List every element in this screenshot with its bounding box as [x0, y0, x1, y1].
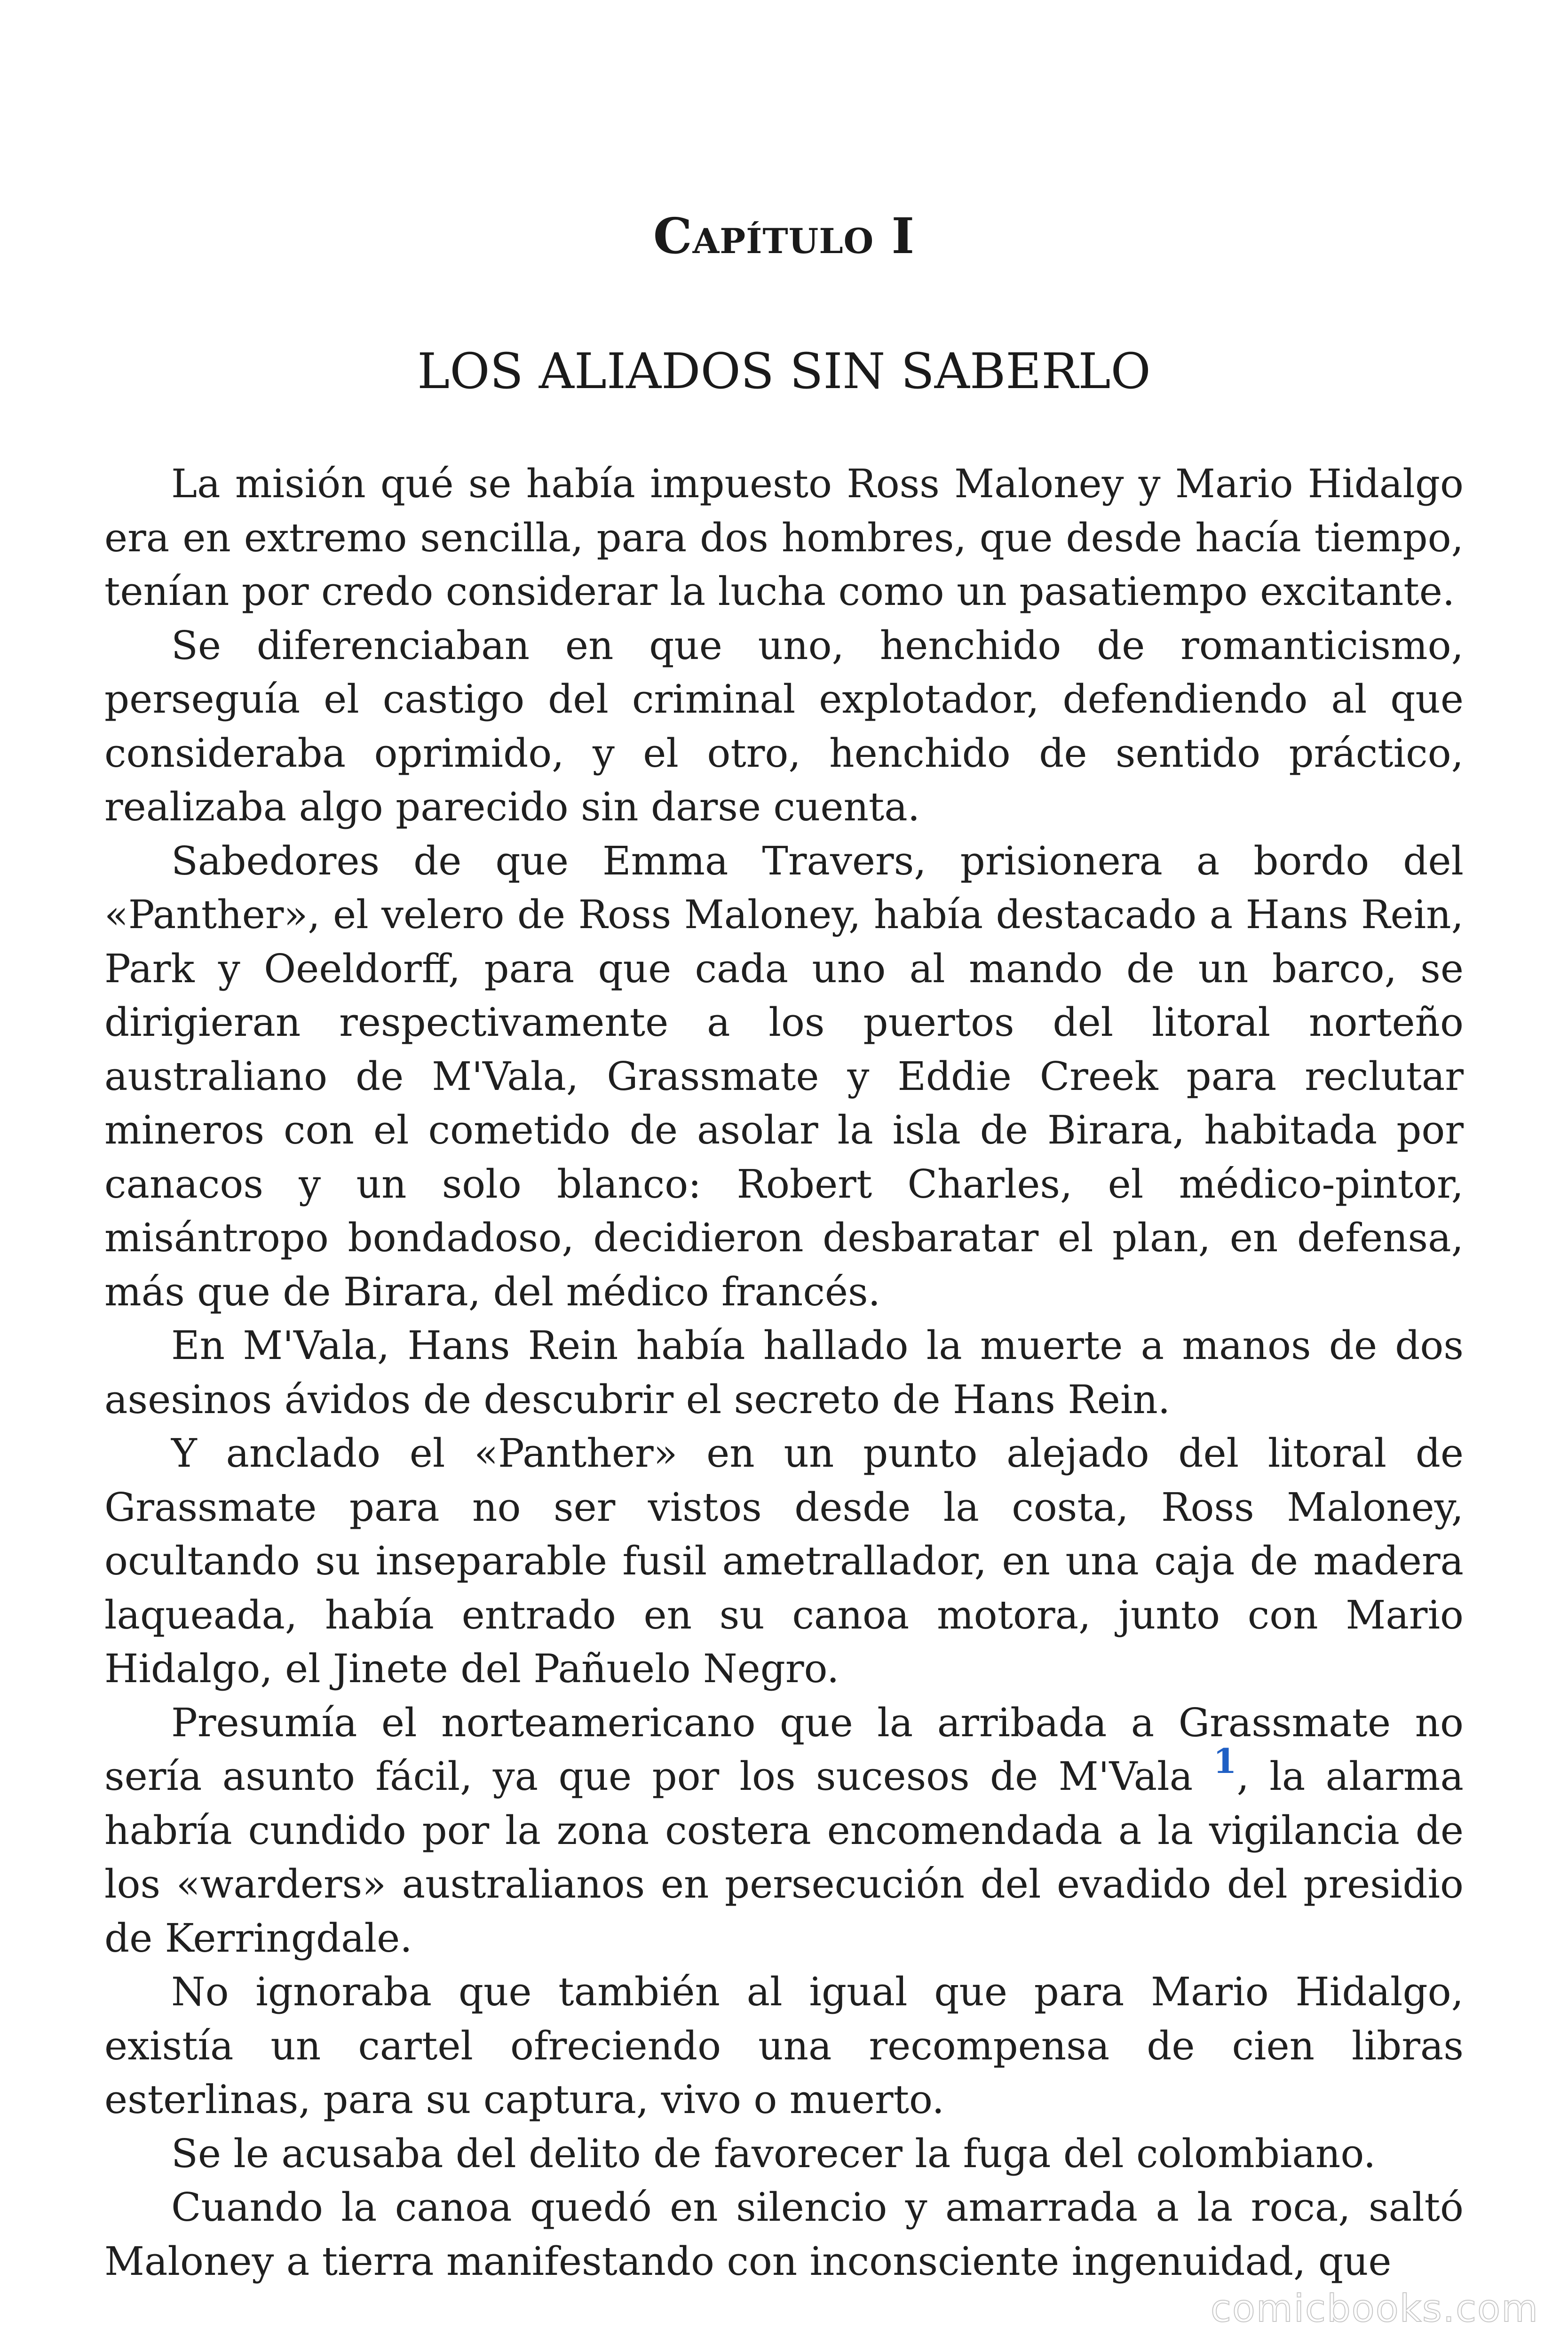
paragraph: La misión qué se había impuesto Ross Maloney y Mario Hidalgo era en extremo sencilla, para dos hombres, que desde hacía tiempo, tenían por credo considerar la lucha como un pasatiempo excitante.: [104, 461, 1464, 614]
paragraph: En M'Vala, Hans Rein había hallado la muerte a manos de dos asesinos ávidos de descubrir el secreto de Hans Rein.: [104, 1323, 1464, 1422]
paragraph: Se le acusaba del delito de favorecer la fuga del colombiano.: [171, 2130, 1376, 2177]
footnote-link[interactable]: 1: [1213, 1741, 1237, 1781]
paragraph: Se diferenciaban en que uno, henchido de romanticismo, perseguía el castigo del criminal explotador, defendiendo al que consideraba oprimido, y el otro, henchido de sentido práctico, realizaba algo parecido sin darse cuenta.: [104, 622, 1464, 830]
paragraph: No ignoraba que también al igual que para Mario Hidalgo, existía un cartel ofreciendo una recompensa de cien libras esterlinas, para su captura, vivo o muerto.: [104, 1969, 1464, 2122]
paragraph-text: , la alarma habría cundido por la zona costera encomendada a la vigilancia de los «warders» australianos en persecución del evadido del presidio de Kerringdale.: [104, 1754, 1464, 1961]
paragraph-text: Presumía el norteamericano que la arribada a Grassmate no sería asunto fácil, ya que por los sucesos de M'Vala: [104, 1700, 1464, 1799]
chapter-label: Capítulo I: [653, 207, 915, 265]
paragraph: Y anclado el «Panther» en un punto alejado del litoral de Grassmate para no ser vistos desde la costa, Ross Maloney, ocultando su inseparable fusil ametrallador, en una caja de madera laqueada, había entrado en su canoa motora, junto con Mario Hidalgo, el Jinete del Pañuelo Negro.: [104, 1430, 1464, 1692]
paragraph-with-footnote: [104, 1696, 1464, 1966]
watermark: comicbooks.com: [1210, 2287, 1539, 2330]
chapter-title: LOS ALIADOS SIN SABERLO: [417, 342, 1151, 400]
body-text: [104, 457, 1464, 2288]
paragraph: Sabedores de que Emma Travers, prisionera a bordo del «Panther», el velero de Ross Maloney, había destacado a Hans Rein, Park y Oeeldorff, para que cada uno al mando de un barco, se dirigieran respectivamente a los puertos del litoral norteño australiano de M'Vala, Grassmate y Eddie Creek para reclutar mineros con el cometido de asolar la isla de Birara, habitada por canacos y un solo blanco: Robert Charles, el médico-pintor, misántropo bondadoso, decidieron desbaratar el plan, en defensa, más que de Birara, del médico francés.: [104, 838, 1464, 1315]
paragraph: Cuando la canoa quedó en silencio y amarrada a la roca, saltó Maloney a tierra manifestando con inconsciente ingenuidad, que: [104, 2185, 1464, 2284]
